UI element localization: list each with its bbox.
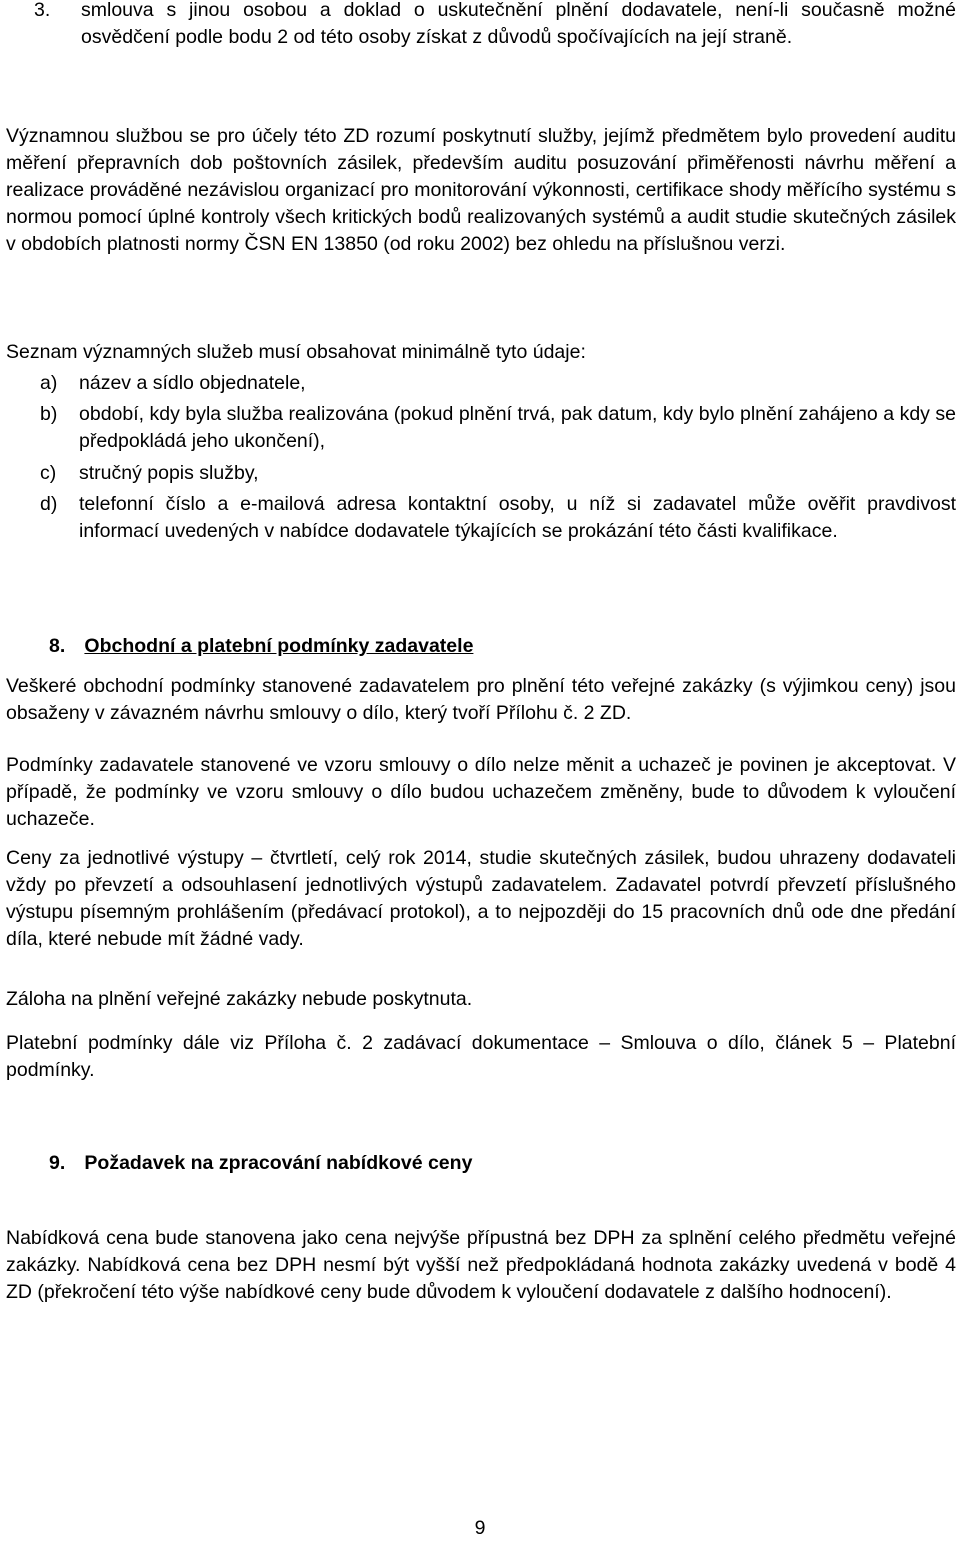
list-marker: c) <box>40 462 57 484</box>
section-8-paragraph-2: Podmínky zadavatele stanovené ve vzoru smlouvy o dílo nelze měnit a uchazeč je povinen je akceptovat. V případě, že podmínky ve vzoru smlouvy o dílo budou uchazečem změněny, bude to důvodem k vyloučení uchazeče. <box>6 754 956 830</box>
section-number: 8. <box>49 635 66 657</box>
list-marker: b) <box>40 403 58 425</box>
section-8-paragraph-4: Záloha na plnění veřejné zakázky nebude poskytnuta. <box>6 988 473 1010</box>
section-9-heading <box>49 1150 472 1177</box>
section-8-paragraph-3: Ceny za jednotlivé výstupy – čtvrtletí, celý rok 2014, studie skutečných zásilek, budou uhrazeny dodavateli vždy po převzetí a odsouhlasení jednotlivých výstupů zadavatelem. Zadavatel potvrdí převzetí příslušného výstupu písemným prohlášením (předávací protokol), a to nejpozději do 15 pracovních dnů ode dne předání díla, které nebude mít žádné vady. <box>6 847 956 950</box>
list-item <box>6 491 956 545</box>
section-9-paragraph-1: Nabídková cena bude stanovena jako cena nejvýše přípustná bez DPH za splnění celého předmětu veřejné zakázky. Nabídková cena bez DPH nesmí být vyšší než předpokládaná hodnota zakázky uvedená v bodě 4 ZD (překročení této výše nabídkové ceny bude důvodem k vyloučení dodavatele z dalšího hodnocení). <box>6 1227 956 1303</box>
list-item-text: telefonní číslo a e-mailová adresa kontaktní osoby, u níž si zadavatel může ověřit pravdivost informací uvedených v nabídce dodavatele týkajících se prokázání této části kvalifikace. <box>79 493 956 542</box>
item-number: 3. <box>34 0 51 21</box>
section-number: 9. <box>49 1152 66 1174</box>
section-8-paragraph-1: Veškeré obchodní podmínky stanovené zadavatelem pro plnění této veřejné zakázky (s výjimkou ceny) jsou obsaženy v závazném návrhu smlouvy o dílo, který tvoří Přílohu č. 2 ZD. <box>6 675 956 724</box>
significant-service-paragraph: Významnou službou se pro účely této ZD rozumí poskytnutí služby, jejímž předmětem bylo provedení auditu měření přepravních dob poštovních zásilek, především auditu posuzování přiměřenosti návrhu měření a realizace prováděné nezávislou organizací pro monitorování výkonnosti, certifikace shody měřícího systému s normou pomocí úplné kontroly všech kritických bodů realizovaných systémů a audit studie skutečných zásilek v obdobích platnosti normy ČSN EN 13850 (od roku 2002) bez ohledu na příslušnou verzi. <box>6 125 956 255</box>
section-8-heading <box>49 633 473 660</box>
list-item <box>6 370 956 397</box>
numbered-item-3 <box>6 0 956 51</box>
requirements-list <box>6 370 956 545</box>
list-item <box>6 401 956 455</box>
section-title: Obchodní a platební podmínky zadavatele <box>84 635 474 657</box>
section-8-paragraph-5: Platební podmínky dále viz Příloha č. 2 zadávací dokumentace – Smlouva o dílo, článek 5 – Platební podmínky. <box>6 1032 956 1081</box>
list-intro: Seznam významných služeb musí obsahovat minimálně tyto údaje: <box>6 341 586 363</box>
section-title: Požadavek na zpracování nabídkové ceny <box>84 1152 473 1174</box>
page-number: 9 <box>474 1517 486 1539</box>
list-item <box>6 460 956 487</box>
list-item-text: období, kdy byla služba realizována (pokud plnění trvá, pak datum, kdy bylo plnění zahájeno a kdy se předpokládá jeho ukončení), <box>79 403 956 452</box>
list-item-text: název a sídlo objednatele, <box>79 372 306 394</box>
list-item-text: stručný popis služby, <box>79 462 259 484</box>
list-marker: a) <box>40 372 58 394</box>
list-marker: d) <box>40 493 58 515</box>
item-text: smlouva s jinou osobou a doklad o uskutečnění plnění dodavatele, není-li současně možné osvědčení podle bodu 2 od této osoby získat z důvodů spočívajících na její straně. <box>81 0 956 48</box>
